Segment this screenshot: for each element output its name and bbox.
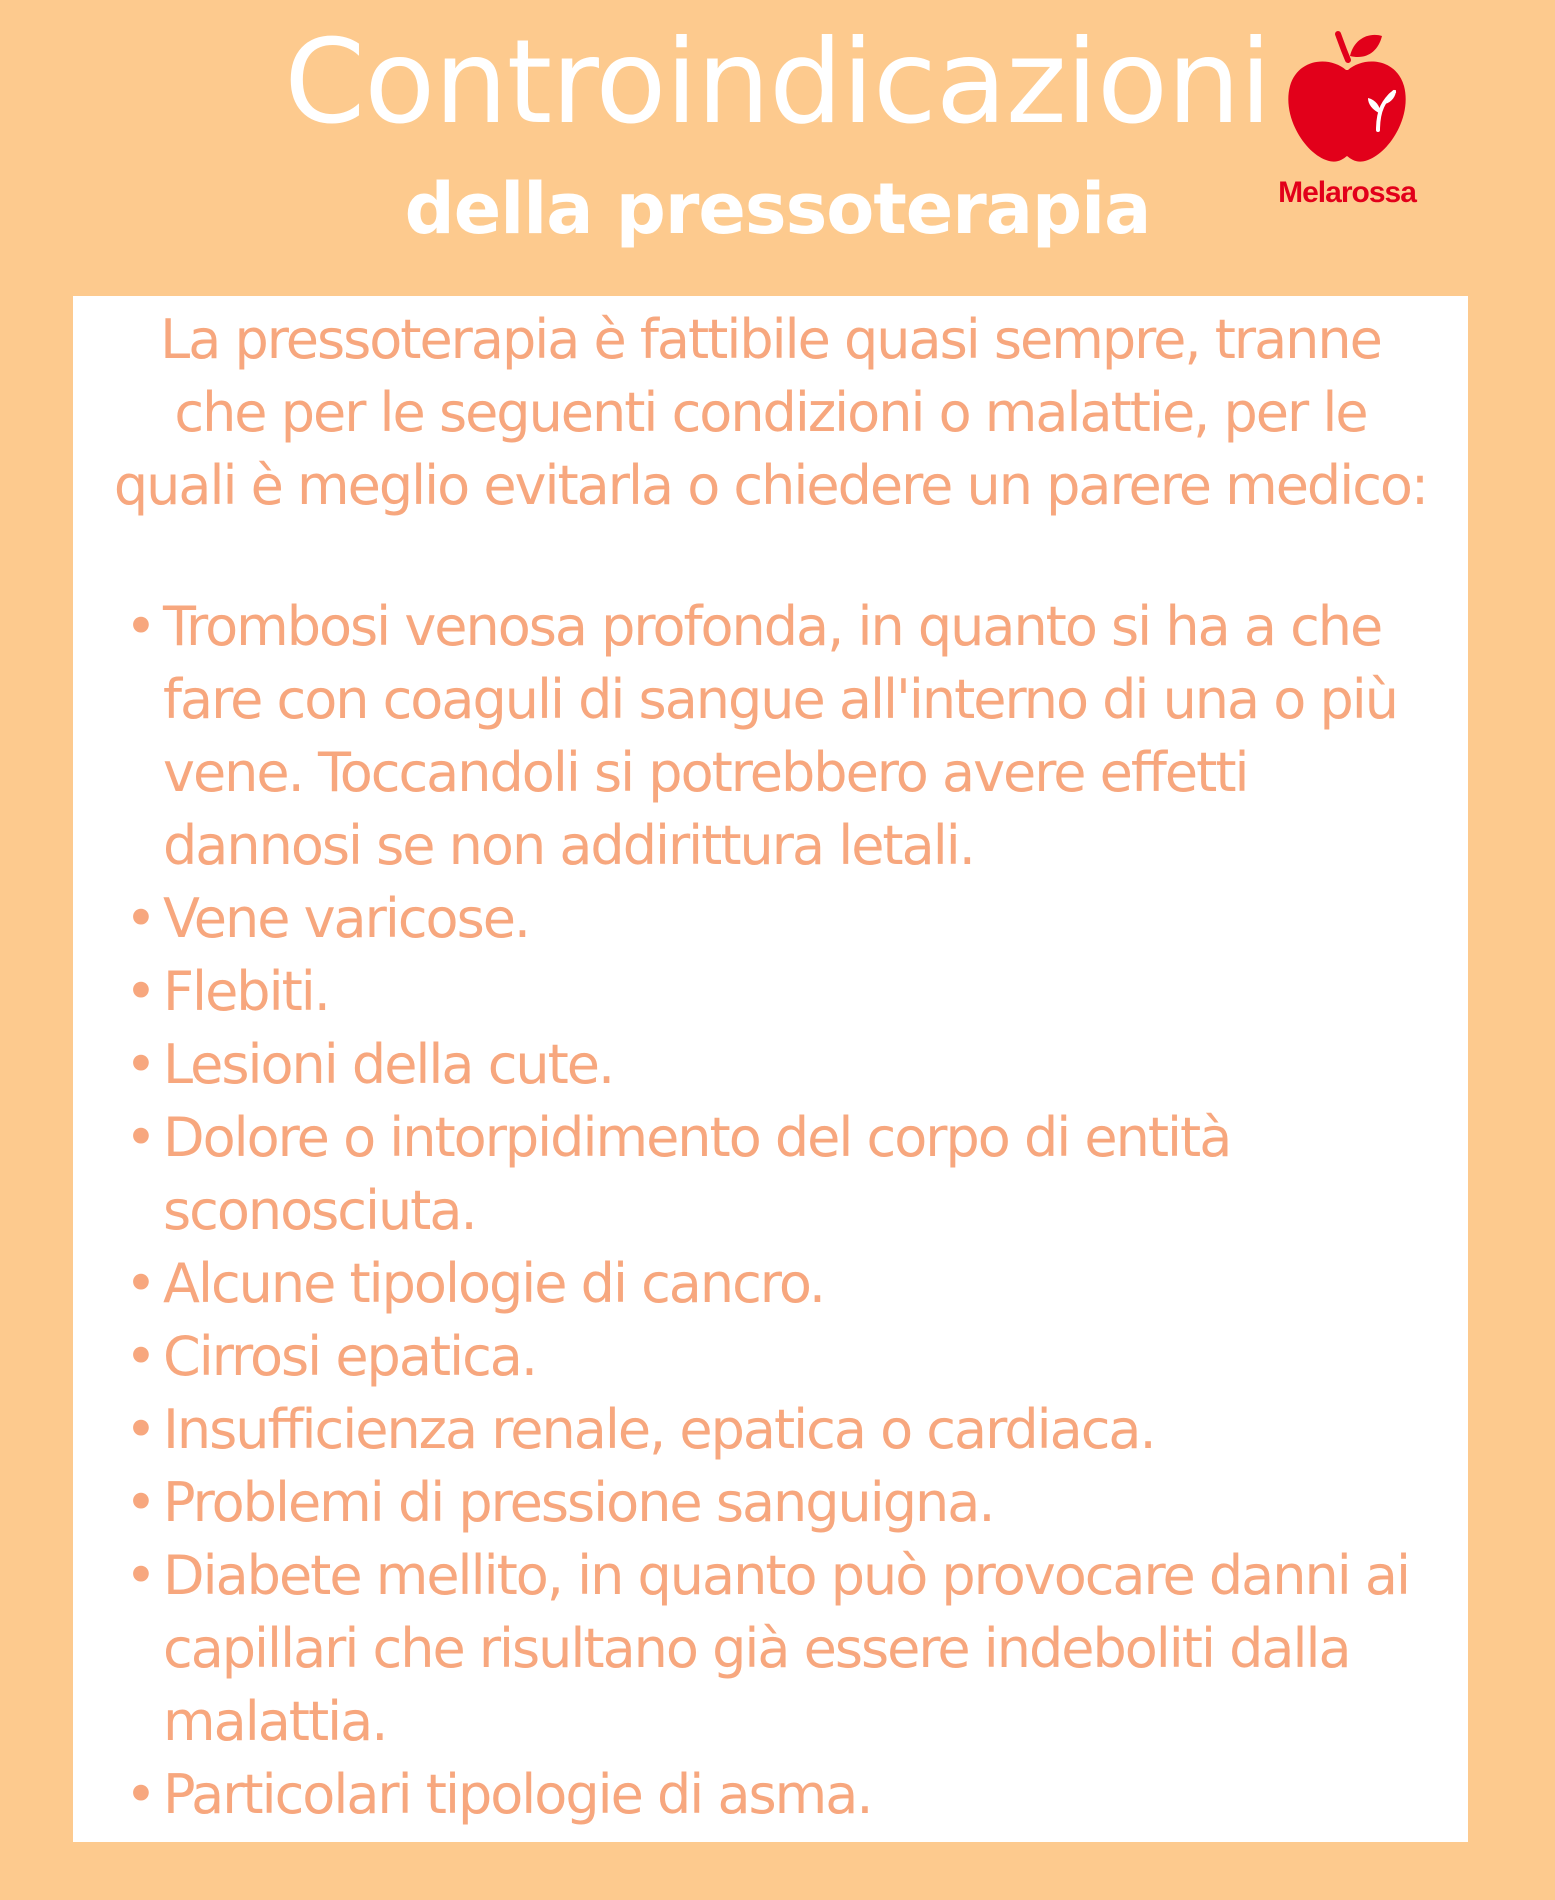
- bullet: •: [125, 595, 155, 658]
- list-item: [125, 1758, 1455, 1831]
- bullet: •: [125, 1033, 155, 1096]
- list-item: [125, 1393, 1455, 1466]
- bullet: •: [125, 960, 155, 1023]
- page-subtitle: della pressoterapia: [404, 168, 1151, 250]
- list-item: [125, 882, 1455, 955]
- bullet: •: [125, 1471, 155, 1534]
- list-item-text: Diabete mellito, in quanto può provocare danni ai capillari che risultano già essere indeboliti dalla malattia.: [163, 1544, 1409, 1753]
- list-item: [125, 1466, 1455, 1539]
- melarossa-logo: [1262, 30, 1432, 220]
- logo-text: Melarossa: [1278, 176, 1416, 209]
- list-item-text: Particolari tipologie di asma.: [163, 1763, 872, 1826]
- contraindications-list: [125, 590, 1455, 1831]
- bullet: •: [125, 1106, 155, 1169]
- list-item: [125, 1247, 1455, 1320]
- list-item: [125, 1028, 1455, 1101]
- bullet: •: [125, 887, 155, 950]
- list-item-text: Dolore o intorpidimento del corpo di entità sconosciuta.: [163, 1106, 1231, 1242]
- list-item-text: Vene varicose.: [163, 887, 530, 950]
- page-title: Controindicazioni: [284, 15, 1271, 150]
- bullet: •: [125, 1544, 155, 1607]
- apple-icon: [1282, 30, 1412, 165]
- bullet: •: [125, 1398, 155, 1461]
- list-item-text: Problemi di pressione sanguigna.: [163, 1471, 994, 1534]
- list-item-text: Lesioni della cute.: [163, 1033, 614, 1096]
- list-item-text: Trombosi venosa profonda, in quanto si ha a che fare con coaguli di sangue all'interno di una o più vene. Toccandoli si potrebbero avere effetti dannosi se non addirittura letali.: [163, 595, 1397, 877]
- bullet: •: [125, 1325, 155, 1388]
- intro-text: La pressoterapia è fattibile quasi sempre, tranne che per le seguenti condizioni o malattie, per le quali è meglio evitarla o chiedere un parere medico:: [113, 308, 1428, 517]
- list-item-text: Cirrosi epatica.: [163, 1325, 537, 1388]
- bullet: •: [125, 1252, 155, 1315]
- content-card: [73, 296, 1468, 1842]
- list-item: [125, 1101, 1455, 1247]
- list-item-text: Insufficienza renale, epatica o cardiaca.: [163, 1398, 1155, 1461]
- list-item: [125, 1320, 1455, 1393]
- list-item: [125, 955, 1455, 1028]
- list-item: [125, 590, 1455, 882]
- list-item: [125, 1539, 1455, 1758]
- list-item-text: Alcune tipologie di cancro.: [163, 1252, 825, 1315]
- list-item-text: Flebiti.: [163, 960, 329, 1023]
- bullet: •: [125, 1763, 155, 1826]
